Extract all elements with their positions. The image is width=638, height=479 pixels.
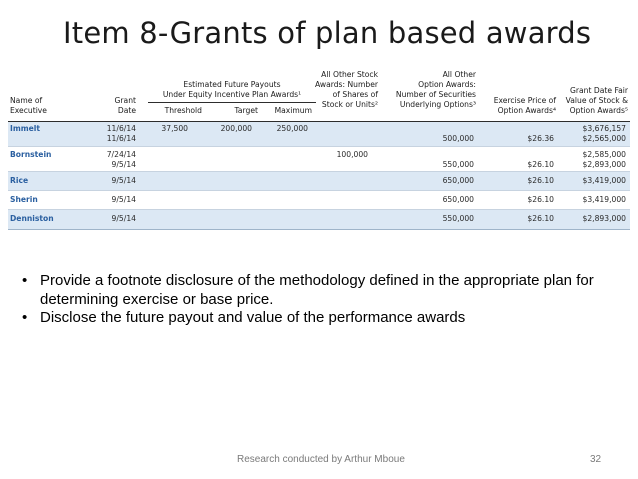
maximum-value: 250,000: [276, 124, 308, 133]
option-header-line4: Underlying Options³: [399, 100, 476, 109]
fair-value: $2,585,000: [582, 150, 626, 159]
grant-date: 11/6/14: [106, 134, 136, 143]
page-number: 32: [590, 454, 602, 465]
exercise-header-line2: Option Awards⁴: [497, 106, 556, 115]
grant-header-line2: Date: [117, 106, 136, 115]
payouts-header-line1: Estimated Future Payouts: [183, 80, 281, 89]
option-header-line3: Number of Securities: [395, 90, 476, 99]
grant-date: 7/24/14: [106, 150, 136, 159]
stock-header-line1: All Other Stock: [321, 70, 378, 79]
maximum-header: Maximum: [274, 106, 312, 115]
options-value: 650,000: [442, 176, 474, 185]
executive-name: Sherin: [10, 195, 38, 204]
exercise-header-line1: Exercise Price of: [493, 96, 556, 105]
grants-table: [8, 68, 630, 242]
stock-header-line2: Awards: Number: [315, 80, 378, 89]
option-header-line1: All Other: [442, 70, 476, 79]
fair-header-line3: Option Awards⁵: [569, 106, 628, 115]
bullet-item: [22, 309, 622, 328]
options-value: 550,000: [442, 214, 474, 223]
options-value: 550,000: [442, 160, 474, 169]
payouts-underline: [148, 102, 316, 103]
table-row: [8, 172, 630, 191]
option-header-line2: Option Awards:: [418, 80, 476, 89]
exercise-price: $26.10: [527, 195, 554, 204]
executive-name: Bornstein: [10, 150, 52, 159]
slide-footer: [0, 454, 638, 468]
fair-value: $2,565,000: [582, 134, 626, 143]
exercise-price: $26.10: [527, 176, 554, 185]
grant-date: 9/5/14: [111, 195, 136, 204]
bullet-list: [22, 272, 622, 328]
payouts-header-line2: Under Equity Incentive Plan Awards¹: [162, 90, 302, 99]
bullet-dot-icon: •: [22, 309, 28, 326]
fair-value: $2,893,000: [582, 214, 626, 223]
exercise-price: $26.36: [527, 134, 554, 143]
table-bottom-rule: [8, 229, 630, 230]
fair-value: $3,676,157: [582, 124, 626, 133]
threshold-value: 37,500: [161, 124, 188, 133]
grant-date: 11/6/14: [106, 124, 136, 133]
exercise-price: $26.10: [527, 214, 554, 223]
bullet-text: Provide a footnote disclosure of the methodology defined in the appropriate plan for determining exercise or base price.: [40, 272, 594, 308]
threshold-header: Threshold: [164, 106, 202, 115]
fair-value: $3,419,000: [582, 195, 626, 204]
fair-header-line1: Grant Date Fair: [570, 86, 628, 95]
slide-title: Item 8-Grants of plan based awards: [63, 16, 592, 50]
executive-name: Immelt: [10, 124, 41, 133]
table-row: [8, 210, 630, 230]
table-header: [8, 68, 630, 122]
footer-credit: Research conducted by Arthur Mboue: [237, 454, 405, 465]
table-row: [8, 122, 630, 147]
grant-header-line1: Grant: [114, 96, 136, 105]
fair-value: $2,893,000: [582, 160, 626, 169]
name-header-line2: Executive: [10, 106, 47, 115]
grant-date: 9/5/14: [111, 160, 136, 169]
name-header-line1: Name of: [10, 96, 43, 105]
bullet-dot-icon: •: [22, 272, 28, 289]
table-row: [8, 147, 630, 172]
stock-header-line4: Stock or Units²: [321, 100, 378, 109]
executive-name: Rice: [10, 176, 29, 185]
executive-name: Denniston: [10, 214, 54, 223]
fair-header-line2: Value of Stock &: [565, 96, 628, 105]
target-header: Target: [234, 106, 258, 115]
stock-header-line3: of Shares of: [332, 90, 378, 99]
target-value: 200,000: [220, 124, 252, 133]
options-value: 650,000: [442, 195, 474, 204]
bullet-text: Disclose the future payout and value of the performance awards: [40, 309, 466, 326]
bullet-item: [22, 272, 622, 309]
grant-date: 9/5/14: [111, 214, 136, 223]
exercise-price: $26.10: [527, 160, 554, 169]
stock-value: 100,000: [336, 150, 368, 159]
fair-value: $3,419,000: [582, 176, 626, 185]
table-row: [8, 191, 630, 210]
grant-date: 9/5/14: [111, 176, 136, 185]
options-value: 500,000: [442, 134, 474, 143]
